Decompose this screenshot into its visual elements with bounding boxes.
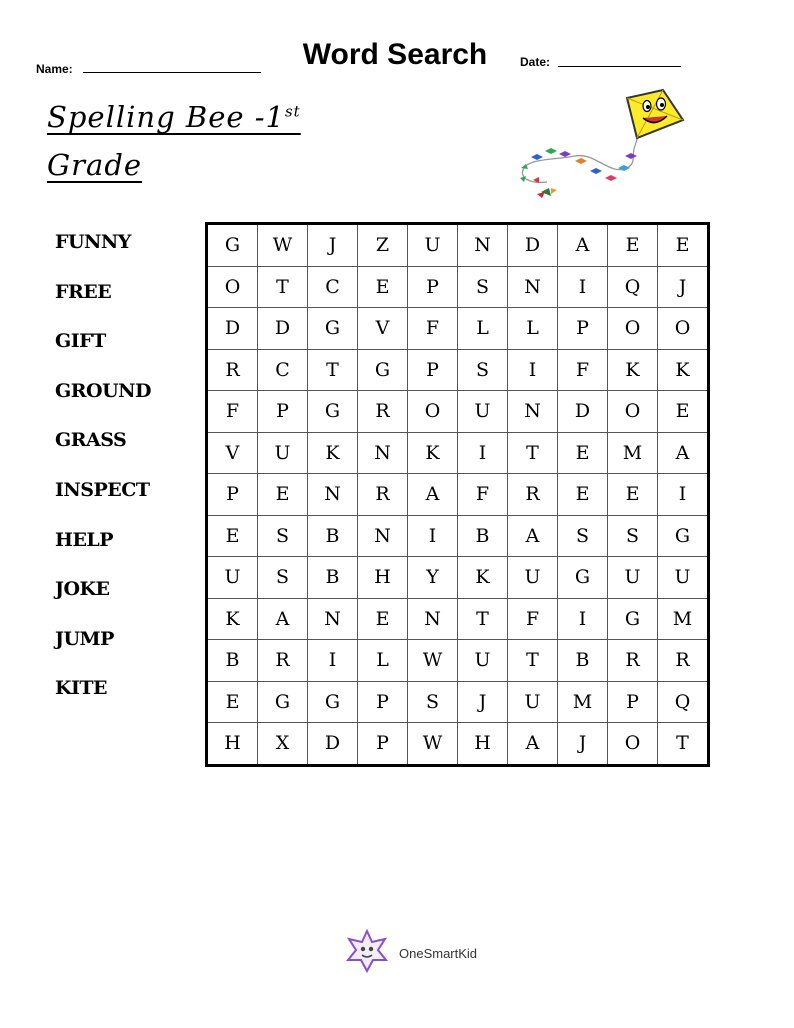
grid-row xyxy=(207,557,709,599)
grid-cell[interactable]: G xyxy=(358,349,408,391)
grid-cell[interactable]: U xyxy=(658,557,709,599)
grid-cell[interactable]: U xyxy=(508,557,558,599)
grid-cell[interactable]: A xyxy=(508,515,558,557)
grid-cell[interactable]: N xyxy=(508,391,558,433)
grid-cell[interactable]: R xyxy=(358,474,408,516)
grid-cell[interactable]: A xyxy=(558,224,608,267)
grid-cell[interactable]: D xyxy=(508,224,558,267)
kite-icon xyxy=(515,88,685,208)
grid-cell[interactable]: Q xyxy=(658,681,709,723)
grid-cell[interactable]: W xyxy=(408,723,458,766)
grid-cell[interactable]: N xyxy=(408,598,458,640)
grid-cell[interactable]: I xyxy=(508,349,558,391)
grid-cell[interactable]: E xyxy=(358,266,408,308)
grid-cell[interactable]: B xyxy=(458,515,508,557)
grid-cell[interactable]: E xyxy=(258,474,308,516)
grid-cell[interactable]: E xyxy=(608,474,658,516)
grid-cell[interactable]: E xyxy=(558,432,608,474)
grid-cell[interactable]: S xyxy=(458,266,508,308)
grid-cell[interactable]: U xyxy=(608,557,658,599)
date-field-line[interactable] xyxy=(558,66,681,67)
grid-cell[interactable]: S xyxy=(408,681,458,723)
grid-cell[interactable]: O xyxy=(608,391,658,433)
grid-cell[interactable]: C xyxy=(258,349,308,391)
grid-cell[interactable]: B xyxy=(308,557,358,599)
grid-cell[interactable]: T xyxy=(508,640,558,682)
grid-cell[interactable]: I xyxy=(408,515,458,557)
grid-cell[interactable]: M xyxy=(658,598,709,640)
grid-cell[interactable]: V xyxy=(358,308,408,350)
grid-cell[interactable]: A xyxy=(508,723,558,766)
grid-cell[interactable]: C xyxy=(308,266,358,308)
grid-cell[interactable]: I xyxy=(658,474,709,516)
subtitle-line-2: Grade xyxy=(47,148,143,182)
grid-cell[interactable]: F xyxy=(508,598,558,640)
grid-cell[interactable]: I xyxy=(558,598,608,640)
grid-cell[interactable]: H xyxy=(458,723,508,766)
kite-tail-bows xyxy=(520,148,637,183)
grid-cell[interactable]: K xyxy=(207,598,258,640)
grid-cell[interactable]: G xyxy=(258,681,308,723)
grid-cell[interactable]: O xyxy=(608,308,658,350)
grid-cell[interactable]: J xyxy=(658,266,709,308)
grid-cell[interactable]: I xyxy=(308,640,358,682)
grid-cell[interactable]: P xyxy=(608,681,658,723)
grid-cell[interactable]: P xyxy=(358,723,408,766)
grid-cell[interactable]: M xyxy=(558,681,608,723)
word-list-item: JUMP xyxy=(55,627,114,650)
grid-cell[interactable]: F xyxy=(558,349,608,391)
grid-cell[interactable]: T xyxy=(508,432,558,474)
grid-cell[interactable]: M xyxy=(608,432,658,474)
grid-cell[interactable]: G xyxy=(558,557,608,599)
grid-cell[interactable]: S xyxy=(258,515,308,557)
grid-row xyxy=(207,598,709,640)
grid-cell[interactable]: S xyxy=(258,557,308,599)
grid-cell[interactable]: R xyxy=(658,640,709,682)
grid-cell[interactable]: K xyxy=(308,432,358,474)
subtitle-text: Spelling Bee -1 xyxy=(47,100,285,134)
grid-cell[interactable]: E xyxy=(207,681,258,723)
grid-cell[interactable]: O xyxy=(658,308,709,350)
word-list-item: FUNNY xyxy=(55,231,131,253)
grid-cell[interactable]: H xyxy=(358,557,408,599)
grid-cell[interactable]: A xyxy=(258,598,308,640)
grid-cell[interactable]: B xyxy=(558,640,608,682)
grid-cell[interactable]: D xyxy=(308,723,358,766)
grid-cell[interactable]: E xyxy=(658,224,709,267)
word-list-item: KITE xyxy=(55,677,108,700)
subtitle-superscript: st xyxy=(284,102,301,121)
grid-cell[interactable]: G xyxy=(658,515,709,557)
grid-cell[interactable]: R xyxy=(258,640,308,682)
grid-cell[interactable]: D xyxy=(258,308,308,350)
grid-cell[interactable]: N xyxy=(308,598,358,640)
grid-cell[interactable]: L xyxy=(458,308,508,350)
grid-cell[interactable]: O xyxy=(408,391,458,433)
grid-cell[interactable]: K xyxy=(658,349,709,391)
grid-cell[interactable]: S xyxy=(558,515,608,557)
grid-cell[interactable]: L xyxy=(358,640,408,682)
grid-row xyxy=(207,515,709,557)
word-list-item: GRASS xyxy=(55,429,127,452)
grid-cell[interactable]: G xyxy=(308,681,358,723)
grid-cell[interactable]: P xyxy=(408,349,458,391)
name-field-line[interactable] xyxy=(83,72,261,73)
grid-cell[interactable]: Y xyxy=(408,557,458,599)
grid-cell[interactable]: R xyxy=(608,640,658,682)
grid-cell[interactable]: W xyxy=(258,224,308,267)
grid-cell[interactable]: A xyxy=(658,432,709,474)
grid-cell[interactable]: P xyxy=(358,681,408,723)
grid-cell[interactable]: I xyxy=(558,266,608,308)
word-list xyxy=(55,230,195,726)
grid-cell[interactable]: J xyxy=(558,723,608,766)
grid-cell[interactable]: E xyxy=(358,598,408,640)
grid-row xyxy=(207,266,709,308)
word-list-item: INSPECT xyxy=(55,478,150,501)
grid-cell[interactable]: J xyxy=(308,224,358,267)
grid-row xyxy=(207,432,709,474)
grid-cell[interactable]: Q xyxy=(608,266,658,308)
grid-cell[interactable]: P xyxy=(207,474,258,516)
grid-cell[interactable]: U xyxy=(458,640,508,682)
word-list-item: FREE xyxy=(55,280,112,303)
grid-cell[interactable]: U xyxy=(258,432,308,474)
word-list-item: HELP xyxy=(55,528,114,551)
grid-cell[interactable]: N xyxy=(458,224,508,267)
grid-cell[interactable]: D xyxy=(207,308,258,350)
name-label: Name: xyxy=(36,62,73,76)
grid-cell[interactable]: B xyxy=(308,515,358,557)
grid-cell[interactable]: N xyxy=(308,474,358,516)
grid-cell[interactable]: G xyxy=(308,391,358,433)
grid-cell[interactable]: E xyxy=(608,224,658,267)
grid-cell[interactable]: X xyxy=(258,723,308,766)
grid-cell[interactable]: K xyxy=(608,349,658,391)
brand-name: OneSmartKid xyxy=(399,946,478,961)
grid-cell[interactable]: P xyxy=(258,391,308,433)
grid-cell[interactable]: T xyxy=(308,349,358,391)
grid-cell[interactable]: G xyxy=(308,308,358,350)
grid-cell[interactable]: T xyxy=(458,598,508,640)
grid-cell[interactable]: O xyxy=(608,723,658,766)
grid-cell[interactable]: W xyxy=(408,640,458,682)
grid-row xyxy=(207,723,709,766)
grid-cell[interactable]: P xyxy=(408,266,458,308)
word-list-item: JOKE xyxy=(55,578,110,601)
grid-cell[interactable]: B xyxy=(207,640,258,682)
grid-cell[interactable]: G xyxy=(207,224,258,267)
grid-cell[interactable]: N xyxy=(358,515,408,557)
subtitle-line-1 xyxy=(47,100,301,134)
grid-cell[interactable]: F xyxy=(458,474,508,516)
grid-cell[interactable]: U xyxy=(508,681,558,723)
grid-cell[interactable]: F xyxy=(207,391,258,433)
page-title: Word Search xyxy=(302,38,488,71)
grid-cell[interactable]: A xyxy=(408,474,458,516)
grid-cell[interactable]: Z xyxy=(358,224,408,267)
word-list-item: GROUND xyxy=(55,379,151,402)
grid-cell[interactable]: P xyxy=(558,308,608,350)
onesmartkid-star-logo-icon xyxy=(344,928,390,974)
grid-cell[interactable]: T xyxy=(658,723,709,766)
grid-row xyxy=(207,640,709,682)
grid-row xyxy=(207,391,709,433)
grid-cell[interactable]: U xyxy=(207,557,258,599)
grid-cell[interactable]: R xyxy=(358,391,408,433)
grid-cell[interactable]: U xyxy=(458,391,508,433)
grid-row xyxy=(207,308,709,350)
grid-cell[interactable]: H xyxy=(207,723,258,766)
date-label: Date: xyxy=(520,55,551,69)
grid-cell[interactable]: O xyxy=(207,266,258,308)
word-list-item: GIFT xyxy=(55,330,106,353)
grid-cell[interactable]: K xyxy=(458,557,508,599)
grid-row xyxy=(207,224,709,267)
grid-cell[interactable]: K xyxy=(408,432,458,474)
grid-cell[interactable]: E xyxy=(658,391,709,433)
grid-cell[interactable]: E xyxy=(207,515,258,557)
grid-cell[interactable]: T xyxy=(258,266,308,308)
grid-cell[interactable]: V xyxy=(207,432,258,474)
grid-cell[interactable]: R xyxy=(207,349,258,391)
grid-row xyxy=(207,681,709,723)
grid-cell[interactable]: D xyxy=(558,391,608,433)
grid-cell[interactable]: S xyxy=(458,349,508,391)
grid-cell[interactable]: J xyxy=(458,681,508,723)
grid-cell[interactable]: E xyxy=(558,474,608,516)
grid-cell[interactable]: F xyxy=(408,308,458,350)
grid-cell[interactable]: L xyxy=(508,308,558,350)
grid-cell[interactable]: N xyxy=(508,266,558,308)
grid-row xyxy=(207,474,709,516)
grid-cell[interactable]: G xyxy=(608,598,658,640)
grid-cell[interactable]: N xyxy=(358,432,408,474)
grid-cell[interactable]: R xyxy=(508,474,558,516)
grid-cell[interactable]: S xyxy=(608,515,658,557)
word-search-grid[interactable] xyxy=(205,222,710,767)
grid-cell[interactable]: I xyxy=(458,432,508,474)
grid-cell[interactable]: U xyxy=(408,224,458,267)
grid-row xyxy=(207,349,709,391)
